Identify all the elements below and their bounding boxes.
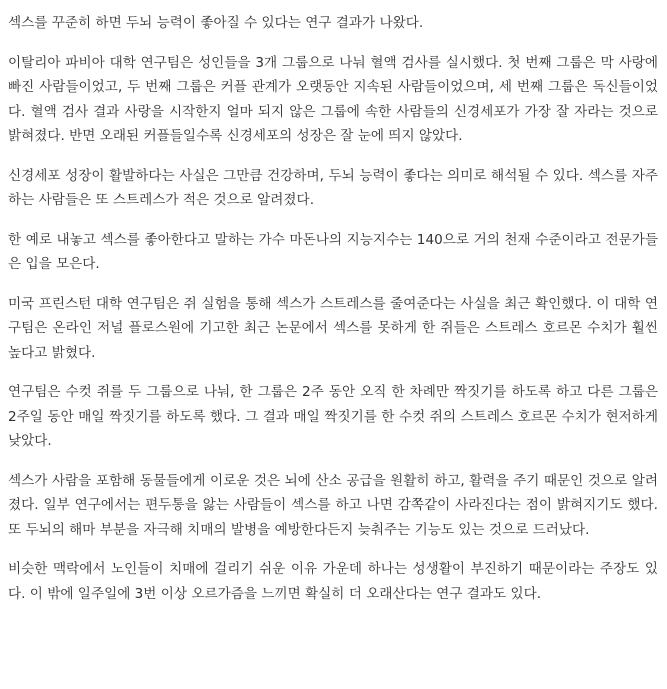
article-paragraph: 섹스가 사람을 포함해 동물들에게 이로운 것은 뇌에 산소 공급을 원활히 하고, 활력을 주기 때문인 것으로 알려졌다. 일부 연구에서는 편두통을 앓는 사람들이 섹스를 하고 나면 감쪽같이 사라진다는 점이 밝혀지기도 했다. 또 두뇌의 해마 부분을 자극해 치매의 발병을 예방한다든지 늦춰주는 기능도 있는 것으로 드러났다. bbox=[8, 472, 658, 538]
article-paragraph: 비슷한 맥락에서 노인들이 치매에 걸리기 쉬운 이유 가운데 하나는 성생활이 부진하기 때문이라는 주장도 있다. 이 밖에 일주일에 3번 이상 오르가즘을 느끼면 확실히 더 오래산다는 연구 결과도 있다. bbox=[8, 561, 658, 602]
article-paragraph: 연구팀은 수컷 쥐를 두 그룹으로 나눠, 한 그룹은 2주 동안 오직 한 차례만 짝짓기를 하도록 하고 다른 그룹은 2주일 동안 매일 짝짓기를 하도록 했다. 그 결과 매일 짝짓기를 한 수컷 쥐의 스트레스 호르몬 수치가 현저하게 낮았다. bbox=[8, 384, 658, 449]
article-paragraph: 한 예로 내놓고 섹스를 좋아한다고 말하는 가수 마돈나의 지능지수는 140으로 거의 천재 수준이라고 전문가들은 입을 모은다. bbox=[8, 231, 658, 272]
article-paragraph: 미국 프린스턴 대학 연구팀은 쥐 실험을 통해 섹스가 스트레스를 줄여준다는 사실을 최근 확인했다. 이 대학 연구팀은 온라인 저널 플로스원에 기고한 최근 논문에서 섹스를 못하게 한 쥐들은 스트레스 호르몬 수치가 훨씬 높다고 밝혔다. bbox=[8, 295, 658, 361]
article-paragraph: 이탈리아 파비아 대학 연구팀은 성인들을 3개 그룹으로 나눠 혈액 검사를 실시했다. 첫 번째 그룹은 막 사랑에 빠진 사람들이었고, 두 번째 그룹은 커플 관계가 오랫동안 지속된 사람들이었으며, 세 번째 그룹은 독신들이었다. 혈액 검사 결과 사랑을 시작한지 얼마 되지 않은 그룹에 속한 사람들의 신경세포가 가장 잘 자라는 것으로 밝혀졌다. 반면 오래된 커플들일수록 신경세포의 성장은 잘 눈에 띄지 않았다. bbox=[8, 54, 658, 144]
article-body bbox=[8, 11, 658, 606]
article-paragraph-headline: 섹스를 꾸준히 하면 두뇌 능력이 좋아질 수 있다는 연구 결과가 나왔다. bbox=[8, 15, 424, 31]
article-paragraph: 신경세포 성장이 활발하다는 사실은 그만큼 건강하며, 두뇌 능력이 좋다는 의미로 해석될 수 있다. 섹스를 자주하는 사람들은 또 스트레스가 적은 것으로 알려졌다. bbox=[8, 167, 658, 208]
